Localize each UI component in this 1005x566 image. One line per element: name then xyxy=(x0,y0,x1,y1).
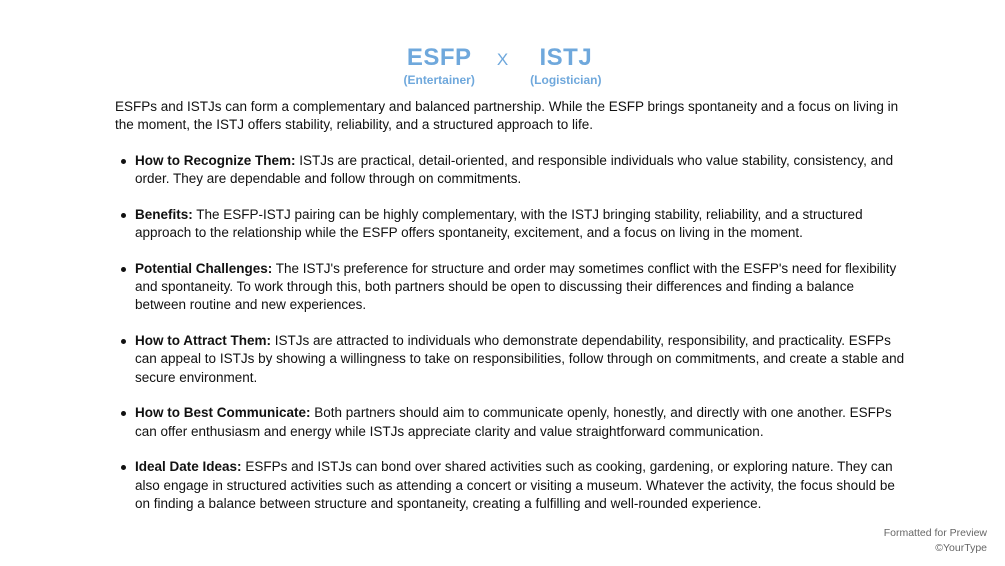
point-text: ISTJs are practical, detail-oriented, and responsible individuals who value stability, consistency, and order. They are dependable and follow through on commitments. xyxy=(135,153,894,187)
point-text: ISTJs are attracted to individuals who demonstrate dependability, responsibility, and practicality. ESFPs can appeal to ISTJs by showing a willingness to take on responsibilities, follow through on commitments, and create a stable and secure environment. xyxy=(135,333,905,385)
bullet-icon xyxy=(121,465,126,470)
point-attract xyxy=(115,332,905,387)
bullet-icon xyxy=(121,411,126,416)
footer-credit xyxy=(884,526,987,556)
point-title: How to Attract Them: xyxy=(135,333,271,349)
point-recognize xyxy=(115,152,905,188)
point-challenges xyxy=(115,260,905,315)
page-header xyxy=(0,44,1005,87)
point-text: The ESFP-ISTJ pairing can be highly complementary, with the ISTJ bringing stability, reliability, and a structured approach to the relationship while the ESFP offers spontaneity, excitement, and a focus on living in the moment. xyxy=(135,207,863,241)
left-type-name: (Entertainer) xyxy=(403,73,475,87)
pairing-separator: X xyxy=(496,50,509,69)
bullet-icon xyxy=(121,159,126,164)
intro-paragraph: ESFPs and ISTJs can form a complementary and balanced partnership. While the ESFP brings spontaneity and a focus on living in the moment, the ISTJ offers stability, reliability, and a structured approach to life. xyxy=(115,99,899,133)
point-title: Ideal Date Ideas: xyxy=(135,459,242,475)
point-text: The ISTJ's preference for structure and order may sometimes conflict with the ESFP's need for flexibility and spontaneity. To work through this, both partners should be open to discussing their differences and finding a balance between routine and new experiences. xyxy=(135,261,897,313)
right-type-code: ISTJ xyxy=(539,44,593,71)
bullet-icon xyxy=(121,339,126,344)
point-text: Both partners should aim to communicate openly, honestly, and directly with one another. ESFPs can offer enthusiasm and energy while ISTJs appreciate clarity and value straightforward communication. xyxy=(135,405,892,439)
point-title: Benefits: xyxy=(135,207,193,222)
point-date-ideas xyxy=(115,458,905,513)
footer-format-note: Formatted for Preview xyxy=(883,527,987,539)
point-title: How to Best Communicate: xyxy=(135,405,311,421)
points-list xyxy=(115,152,905,531)
point-text: ESFPs and ISTJs can bond over shared activities such as cooking, gardening, or exploring nature. They can also engage in structured activities such as attending a concert or visiting a museum. Whatever the activity, the focus should be on finding a balance between structure and spontaneity, creating a fulfilling and well-rounded experience. xyxy=(135,459,895,511)
right-type-name: (Logistician) xyxy=(530,73,602,87)
point-title: Potential Challenges: xyxy=(135,261,273,276)
footer-copyright: ©YourType xyxy=(935,542,987,554)
left-type-code: ESFP xyxy=(406,44,472,71)
bullet-icon xyxy=(121,267,126,272)
bullet-icon xyxy=(121,213,126,218)
point-communicate xyxy=(115,404,905,440)
point-benefits xyxy=(115,206,905,242)
right-type-block xyxy=(530,44,601,87)
point-title: How to Recognize Them: xyxy=(135,153,296,168)
left-type-block xyxy=(403,44,474,87)
